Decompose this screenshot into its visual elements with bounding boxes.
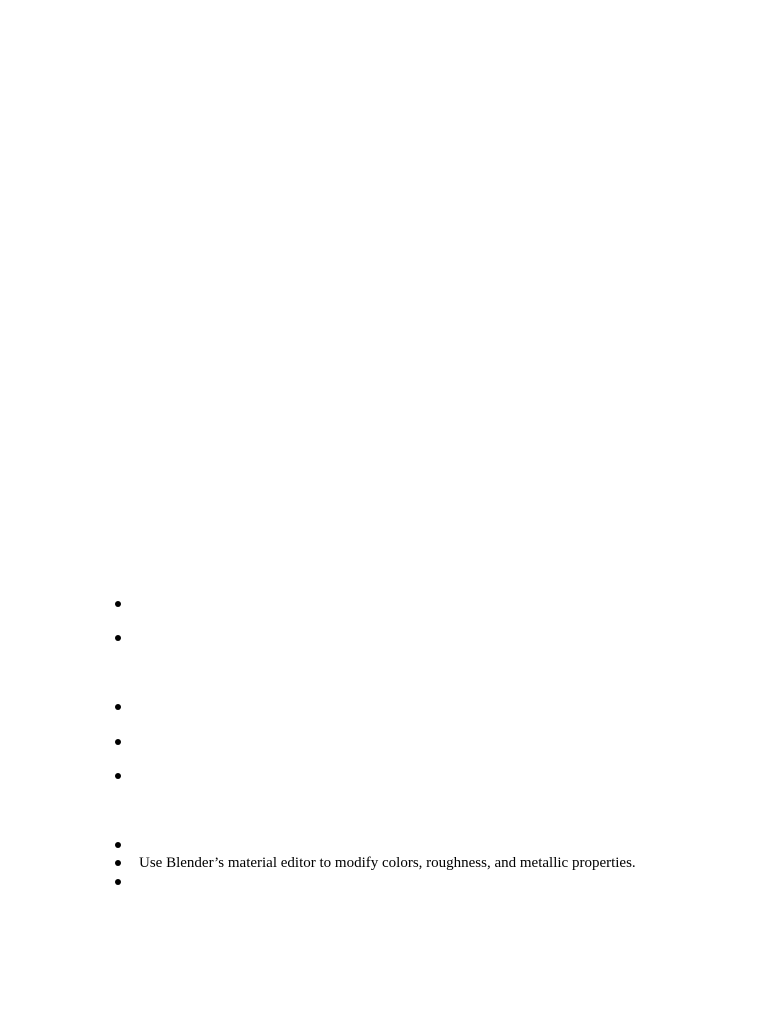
list-item xyxy=(115,872,715,892)
bullet-icon xyxy=(115,879,121,885)
list-item xyxy=(115,835,715,855)
bullet-icon xyxy=(115,601,121,607)
list-item-text: Use Blender’s material editor to modify colors, roughness, and metallic properties. xyxy=(139,855,636,871)
list-item xyxy=(115,732,715,752)
list-item xyxy=(115,594,715,614)
bullet-icon xyxy=(115,635,121,641)
list-item xyxy=(115,853,715,873)
list-item xyxy=(115,766,715,786)
bullet-icon xyxy=(115,842,121,848)
bullet-icon xyxy=(115,739,121,745)
bullet-icon xyxy=(115,773,121,779)
list-item xyxy=(115,697,715,717)
list-item xyxy=(115,628,715,648)
bullet-icon xyxy=(115,704,121,710)
bullet-icon xyxy=(115,860,121,866)
